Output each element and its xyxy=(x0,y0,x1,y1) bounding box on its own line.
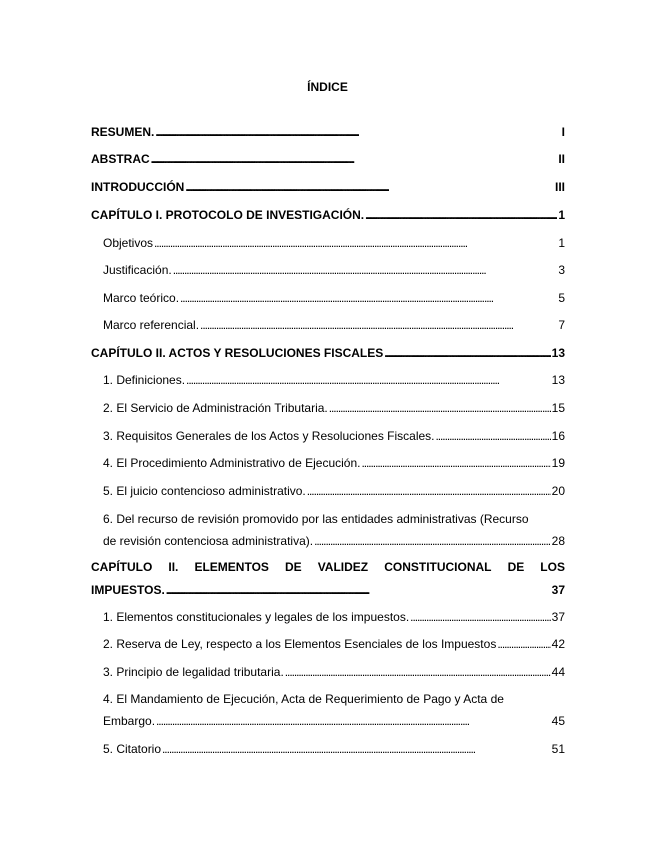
word: DE xyxy=(284,560,302,574)
toc-entry-title: RESUMEN. xyxy=(91,125,155,139)
word: LOS xyxy=(540,560,565,574)
toc-entry-page: 37 xyxy=(551,610,565,624)
toc-entry-introduccion[interactable] xyxy=(91,180,565,194)
leader-dots xyxy=(329,401,551,415)
toc-entry-title: 5. Citatorio xyxy=(103,742,162,756)
toc-entry-page: 42 xyxy=(551,637,565,651)
toc-entry-title: Objetivos xyxy=(103,236,154,250)
toc-entry-page: 3 xyxy=(558,263,565,277)
toc-entry-title: CAPÍTULO I. PROTOCOLO DE INVESTIGACIÓN. xyxy=(91,208,365,222)
toc-entry-capitulo-3-line1[interactable] xyxy=(91,560,565,574)
toc-entry-recurso-line1[interactable]: 6. Del recurso de revisión promovido por las entidades administrativas (Recurso xyxy=(103,512,529,526)
toc-entry-title: 5. El juicio contencioso administrativo. xyxy=(103,484,306,498)
page-title: ÍNDICE xyxy=(307,80,348,94)
leader-dots xyxy=(156,714,551,728)
word: DE xyxy=(507,560,525,574)
toc-entry-page: I xyxy=(561,125,565,139)
leader-dots xyxy=(180,291,557,305)
leader-dots xyxy=(173,263,558,277)
toc-entry-title: ABSTRAC xyxy=(91,152,150,166)
toc-entry-legalidad[interactable] xyxy=(103,665,565,679)
toc-entry-title: IMPUESTOS. xyxy=(91,583,165,597)
toc-entry-page: 15 xyxy=(551,401,565,415)
toc-entry-page: 7 xyxy=(558,318,565,332)
toc-entry-page: 16 xyxy=(551,429,565,443)
toc-entry-page: 20 xyxy=(551,484,565,498)
toc-entry-title: 2. Reserva de Ley, respecto a los Elementos Esenciales de los Impuestos xyxy=(103,637,497,651)
leader-dots xyxy=(410,610,550,624)
toc-entry-title: INTRODUCCIÓN xyxy=(91,180,185,194)
toc-entry-title: 2. El Servicio de Administración Tributaria. xyxy=(103,401,328,415)
word: ELEMENTOS xyxy=(194,560,269,574)
word: CONSTITUCIONAL xyxy=(384,560,492,574)
toc-entry-page: 44 xyxy=(551,665,565,679)
toc-entry-title: 3. Requisitos Generales de los Actos y Resoluciones Fiscales. xyxy=(103,429,435,443)
toc-entry-capitulo-1[interactable] xyxy=(91,208,565,222)
toc-entry-title: 1. Elementos constitucionales y legales de los impuestos. xyxy=(103,610,410,624)
toc-entry-title: Embargo. xyxy=(103,714,156,728)
toc-entry-title: 1. Definiciones. xyxy=(103,373,186,387)
toc-entry-requisitos[interactable] xyxy=(103,429,565,443)
leader-dots xyxy=(200,318,557,332)
leader-dots xyxy=(365,208,557,222)
toc-entry-title: 4. El Procedimiento Administrativo de Ejecución. xyxy=(103,456,361,470)
toc-entry-capitulo-2[interactable] xyxy=(91,346,565,360)
toc-entry-procedimiento[interactable] xyxy=(103,456,565,470)
toc-entry-sat[interactable] xyxy=(103,401,565,415)
leader-dots xyxy=(314,534,551,548)
leader-dots xyxy=(162,742,551,756)
toc-entry-elementos[interactable] xyxy=(103,610,565,624)
leader-dots xyxy=(497,637,550,651)
toc-entry-title: de revisión contenciosa administrativa). xyxy=(103,534,314,548)
leader-dots xyxy=(361,456,550,470)
leader-dots xyxy=(151,152,558,166)
toc-entry-page: 51 xyxy=(551,742,565,756)
toc-entry-page: 1 xyxy=(558,208,565,222)
toc-entry-page: 5 xyxy=(558,291,565,305)
word: CAPÍTULO xyxy=(91,560,153,574)
leader-dots xyxy=(154,236,557,250)
leader-dots xyxy=(155,125,560,139)
leader-dots xyxy=(166,583,551,597)
toc-entry-page: II xyxy=(558,152,565,166)
toc-entry-page: 13 xyxy=(551,373,565,387)
leader-dots xyxy=(307,484,551,498)
leader-dots xyxy=(186,373,551,387)
toc-entry-marco-referencial[interactable] xyxy=(103,318,565,332)
toc-entry-citatorio[interactable] xyxy=(103,742,565,756)
toc-entry-page: 45 xyxy=(551,714,565,728)
toc-entry-objetivos[interactable] xyxy=(103,236,565,250)
toc-entry-juicio[interactable] xyxy=(103,484,565,498)
toc-entry-title: Marco teórico. xyxy=(103,291,180,305)
toc-entry-title: CAPÍTULO II. ACTOS Y RESOLUCIONES FISCALES xyxy=(91,346,384,360)
toc-entry-resumen[interactable] xyxy=(91,125,565,139)
leader-dots xyxy=(185,180,554,194)
leader-dots xyxy=(436,429,551,443)
toc-entry-capitulo-3[interactable] xyxy=(91,583,565,597)
toc-entry-title: Marco referencial. xyxy=(103,318,200,332)
toc-entry-definiciones[interactable] xyxy=(103,373,565,387)
toc-entry-justificacion[interactable] xyxy=(103,263,565,277)
toc-entry-page: 19 xyxy=(551,456,565,470)
toc-entry-page: 37 xyxy=(551,583,565,597)
toc-entry-page: 28 xyxy=(551,534,565,548)
toc-entry-mandamiento[interactable] xyxy=(103,714,565,728)
toc-entry-marco-teorico[interactable] xyxy=(103,291,565,305)
toc-entry-abstrac[interactable] xyxy=(91,152,565,166)
leader-dots xyxy=(285,665,551,679)
toc-entry-reserva[interactable] xyxy=(103,637,565,651)
toc-entry-page: 13 xyxy=(551,346,565,360)
toc-entry-page: III xyxy=(554,180,565,194)
word: II. xyxy=(168,560,179,574)
toc-entry-page: 1 xyxy=(558,236,565,250)
toc-entry-recurso[interactable] xyxy=(103,534,565,548)
toc-entry-title: 3. Principio de legalidad tributaria. xyxy=(103,665,284,679)
toc-entry-mandamiento-line1[interactable]: 4. El Mandamiento de Ejecución, Acta de Requerimiento de Pago y Acta de xyxy=(103,692,504,706)
leader-dots xyxy=(384,346,550,360)
word: VALIDEZ xyxy=(317,560,369,574)
toc-entry-title: Justificación. xyxy=(103,263,172,277)
